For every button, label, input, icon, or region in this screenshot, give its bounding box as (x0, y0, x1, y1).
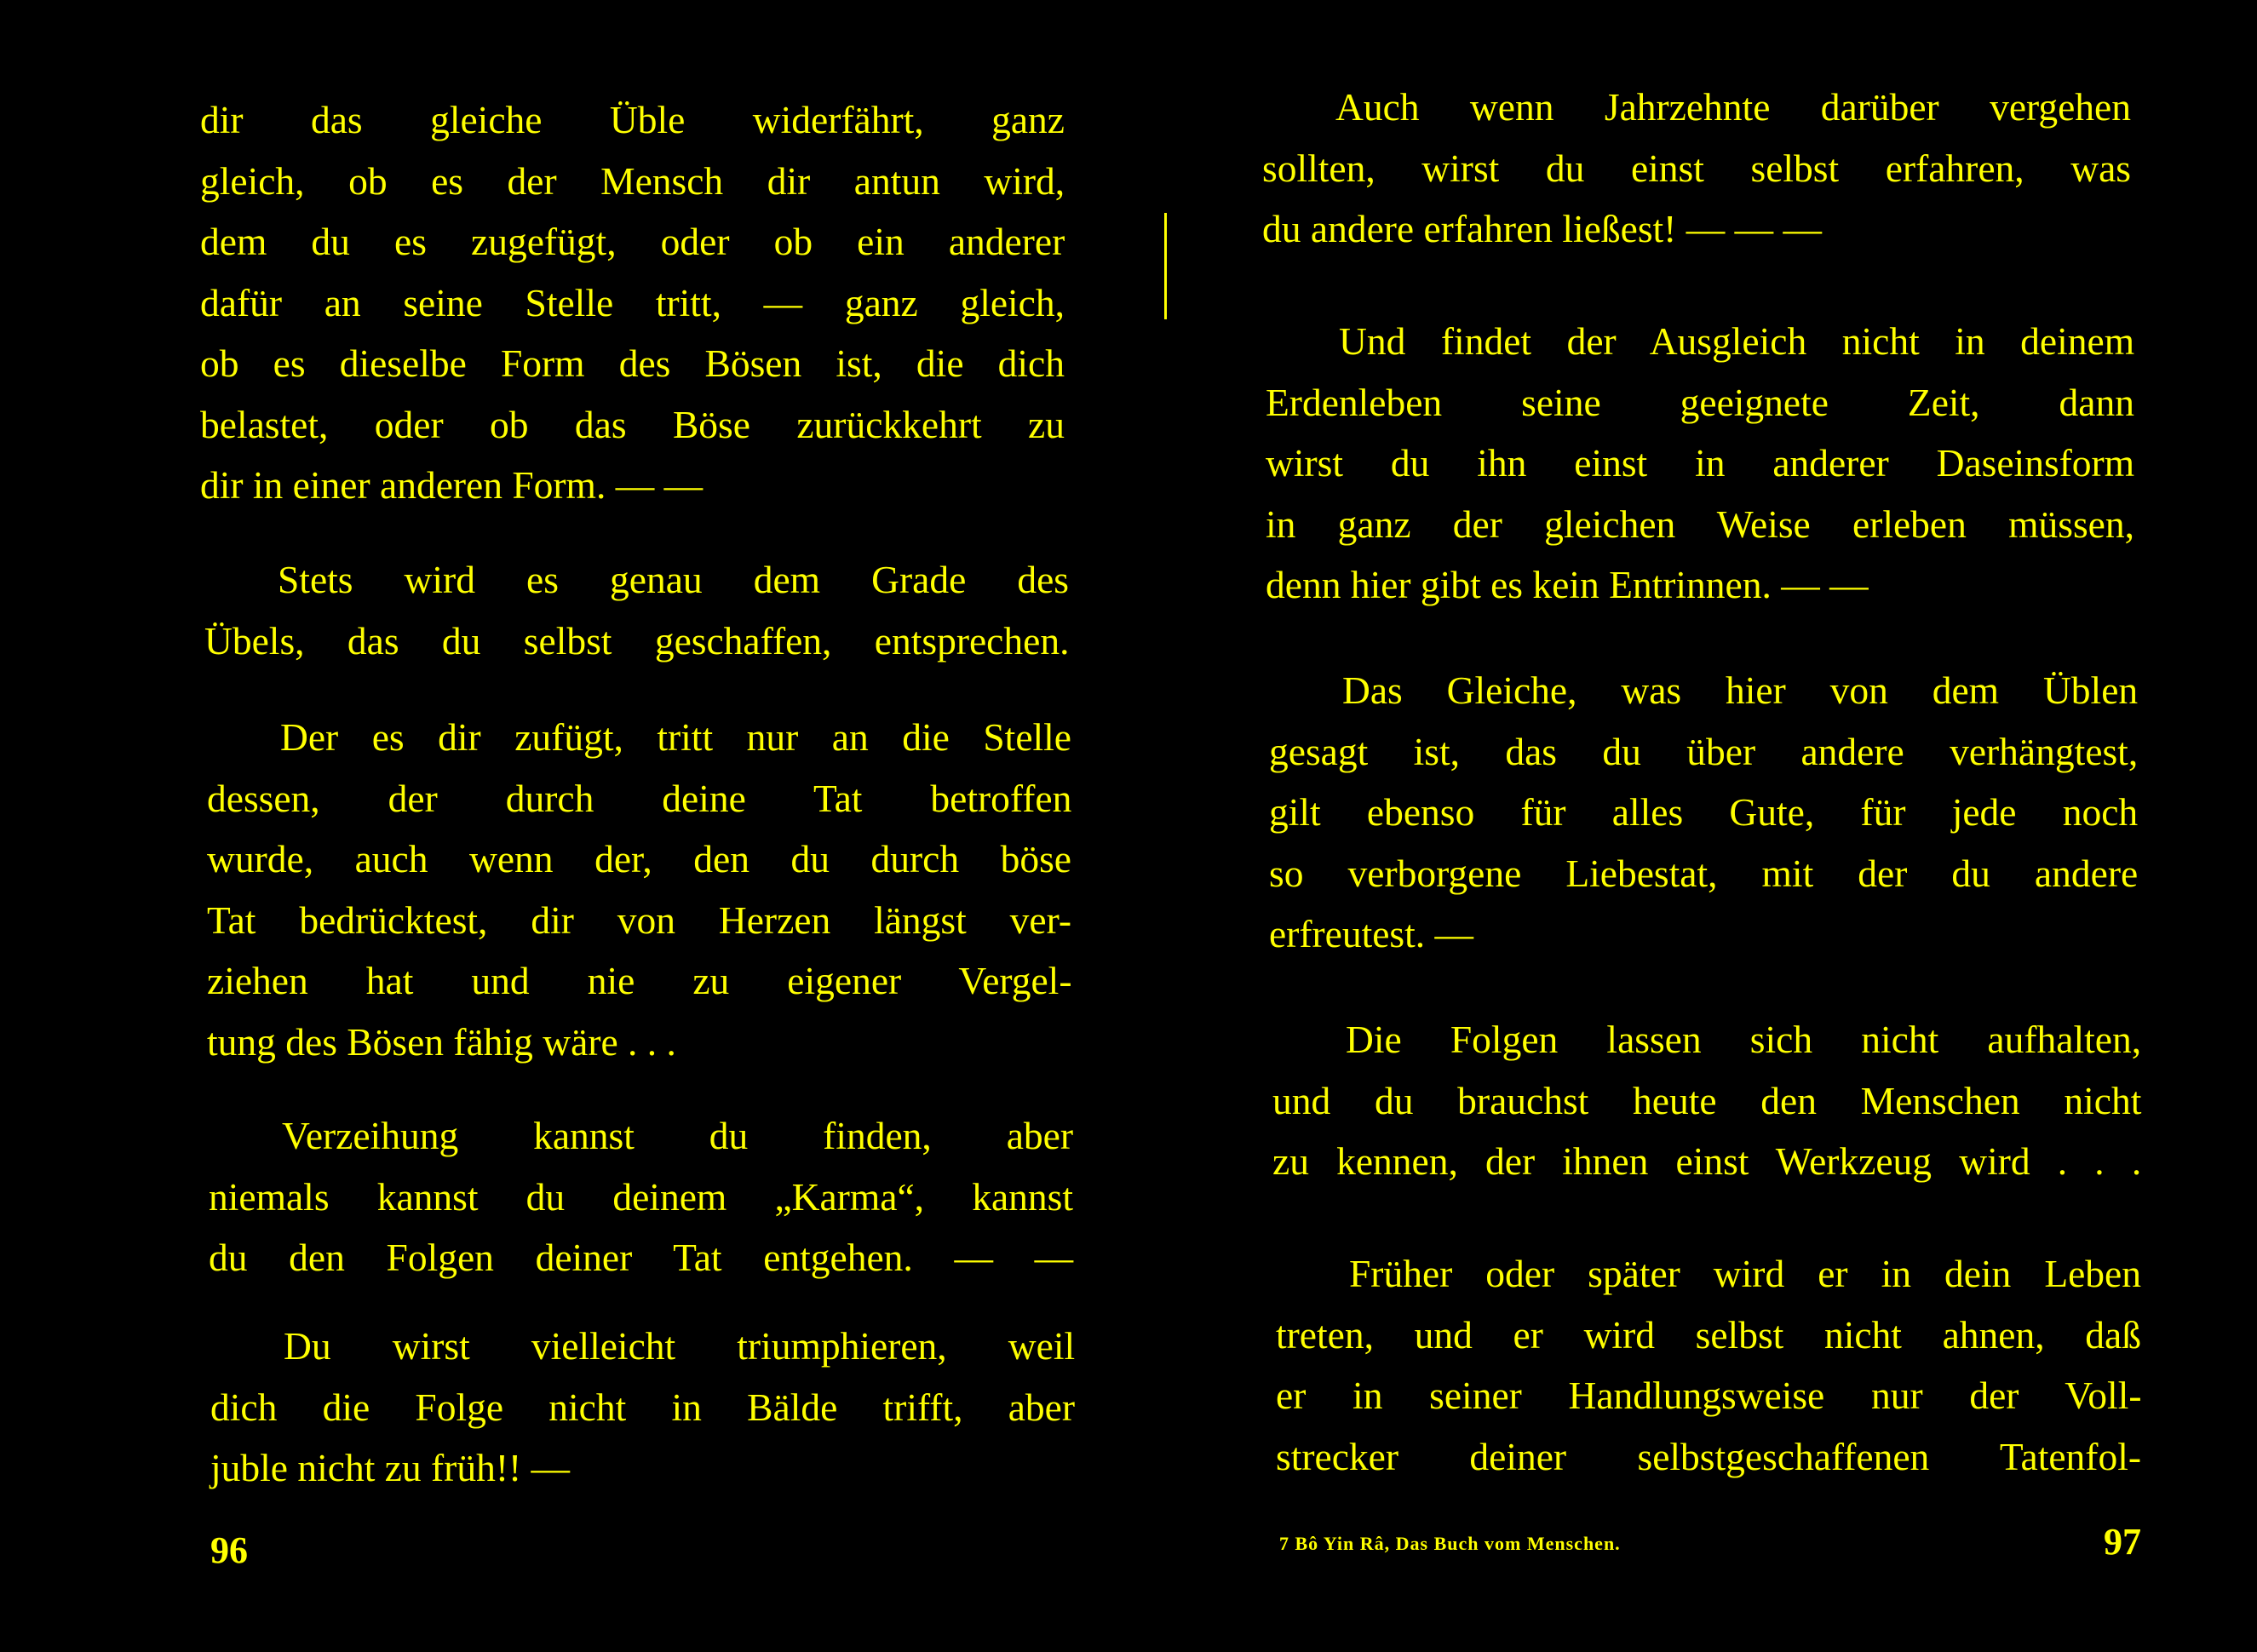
text-line: du den Folgen deiner Tat entgehen. — — (209, 1236, 1074, 1279)
left-paragraph-5 (210, 1316, 1075, 1499)
text-line: Die Folgen lassen sich nicht aufhalten, (1346, 1018, 2142, 1061)
text-line: dir das gleiche Üble widerfährt, ganz (200, 98, 1065, 141)
text-line: Übels, das du selbst geschaffen, entsprechen. (204, 618, 1070, 663)
text-line: Stets wird es genau dem Grade des (278, 558, 1069, 601)
text-line: Verzeihung kannst du finden, aber (282, 1114, 1073, 1157)
text-line: dafür an seine Stelle tritt, — ganz gleich, (200, 280, 1065, 324)
text-line: Das Gleiche, was hier von dem Üblen (1342, 668, 2139, 712)
text-line: denn hier gibt es kein Entrinnen. — — (1266, 563, 1869, 606)
text-line: dessen, der durch deine Tat betroffen (207, 776, 1072, 820)
text-line: wirst du ihn einst in anderer Daseinsform (1266, 441, 2135, 485)
text-line: er in seiner Handlungsweise nur der Voll- (1276, 1374, 2142, 1417)
right-paragraph-5 (1276, 1243, 2141, 1487)
text-line: niemals kannst du deinem „Karma“, kannst (209, 1174, 1073, 1219)
left-paragraph-1 (200, 89, 1065, 516)
right-paragraph-4 (1272, 1009, 2141, 1192)
text-line: ob es dieselbe Form des Bösen ist, die dich (200, 341, 1065, 385)
left-paragraph-4 (209, 1105, 1073, 1288)
text-line: treten, und er wird selbst nicht ahnen, daß (1276, 1312, 2141, 1357)
text-line: gilt ebenso für alles Gute, für jede noch (1269, 790, 2139, 834)
text-line: dir in einer anderen Form. — — (200, 463, 704, 507)
right-paragraph-3 (1269, 660, 2138, 965)
text-line: zu kennen, der ihnen einst Werkzeug wird . . . (1272, 1139, 2142, 1183)
text-line: erfreutest. — (1269, 912, 1474, 955)
page-number-right: 97 (2104, 1521, 2141, 1563)
text-line: strecker deiner selbstgeschaffenen Tatenfol- (1276, 1434, 2141, 1478)
text-line: Auch wenn Jahrzehnte darüber vergehen (1335, 85, 2131, 129)
text-line: Und findet der Ausgleich nicht in deinem (1339, 319, 2135, 363)
text-line: in ganz der gleichen Weise erleben müssen, (1266, 502, 2134, 546)
text-line: Früher oder später wird er in dein Leben (1349, 1252, 2141, 1295)
text-line: dem du es zugefügt, oder ob ein anderer (200, 220, 1065, 263)
gutter-mark (1164, 213, 1167, 319)
right-paragraph-1 (1262, 77, 2131, 260)
text-line: du andere erfahren ließest! — — — (1262, 207, 1822, 250)
text-line: Tat bedrücktest, dir von Herzen längst ver- (207, 898, 1071, 942)
text-line: Erdenleben seine geeignete Zeit, dann (1266, 380, 2134, 424)
text-line: ziehen hat und nie zu eigener Vergel- (207, 959, 1072, 1002)
right-page (1262, 0, 2141, 1652)
text-line: tung des Bösen fähig wäre . . . (207, 1019, 676, 1064)
left-paragraph-3 (207, 707, 1071, 1072)
text-line: wurde, auch wenn der, den du durch böse (207, 837, 1071, 880)
text-line: juble nicht zu früh!! — (210, 1446, 571, 1489)
text-line: Du wirst vielleicht triumphieren, weil (284, 1324, 1076, 1368)
text-line: gleich, ob es der Mensch dir antun wird, (200, 158, 1065, 203)
footer-signature: 7 Bô Yin Râ, Das Buch vom Menschen. (1279, 1533, 1621, 1554)
page-number-left: 96 (210, 1529, 248, 1571)
left-paragraph-2 (204, 549, 1069, 671)
text-line: und du brauchst heute den Menschen nicht (1272, 1078, 2142, 1122)
right-paragraph-2 (1266, 311, 2134, 616)
text-line: so verborgene Liebestat, mit der du andere (1269, 851, 2139, 895)
text-line: belastet, oder ob das Böse zurückkehrt zu (200, 402, 1065, 446)
text-line: Der es dir zufügt, tritt nur an die Stelle (280, 715, 1071, 759)
text-line: sollten, wirst du einst selbst erfahren, was (1262, 146, 2131, 190)
left-page (200, 0, 1076, 1652)
text-line: gesagt ist, das du über andere verhängtest, (1269, 729, 2139, 773)
text-line: dich die Folge nicht in Bälde trifft, aber (210, 1385, 1075, 1429)
